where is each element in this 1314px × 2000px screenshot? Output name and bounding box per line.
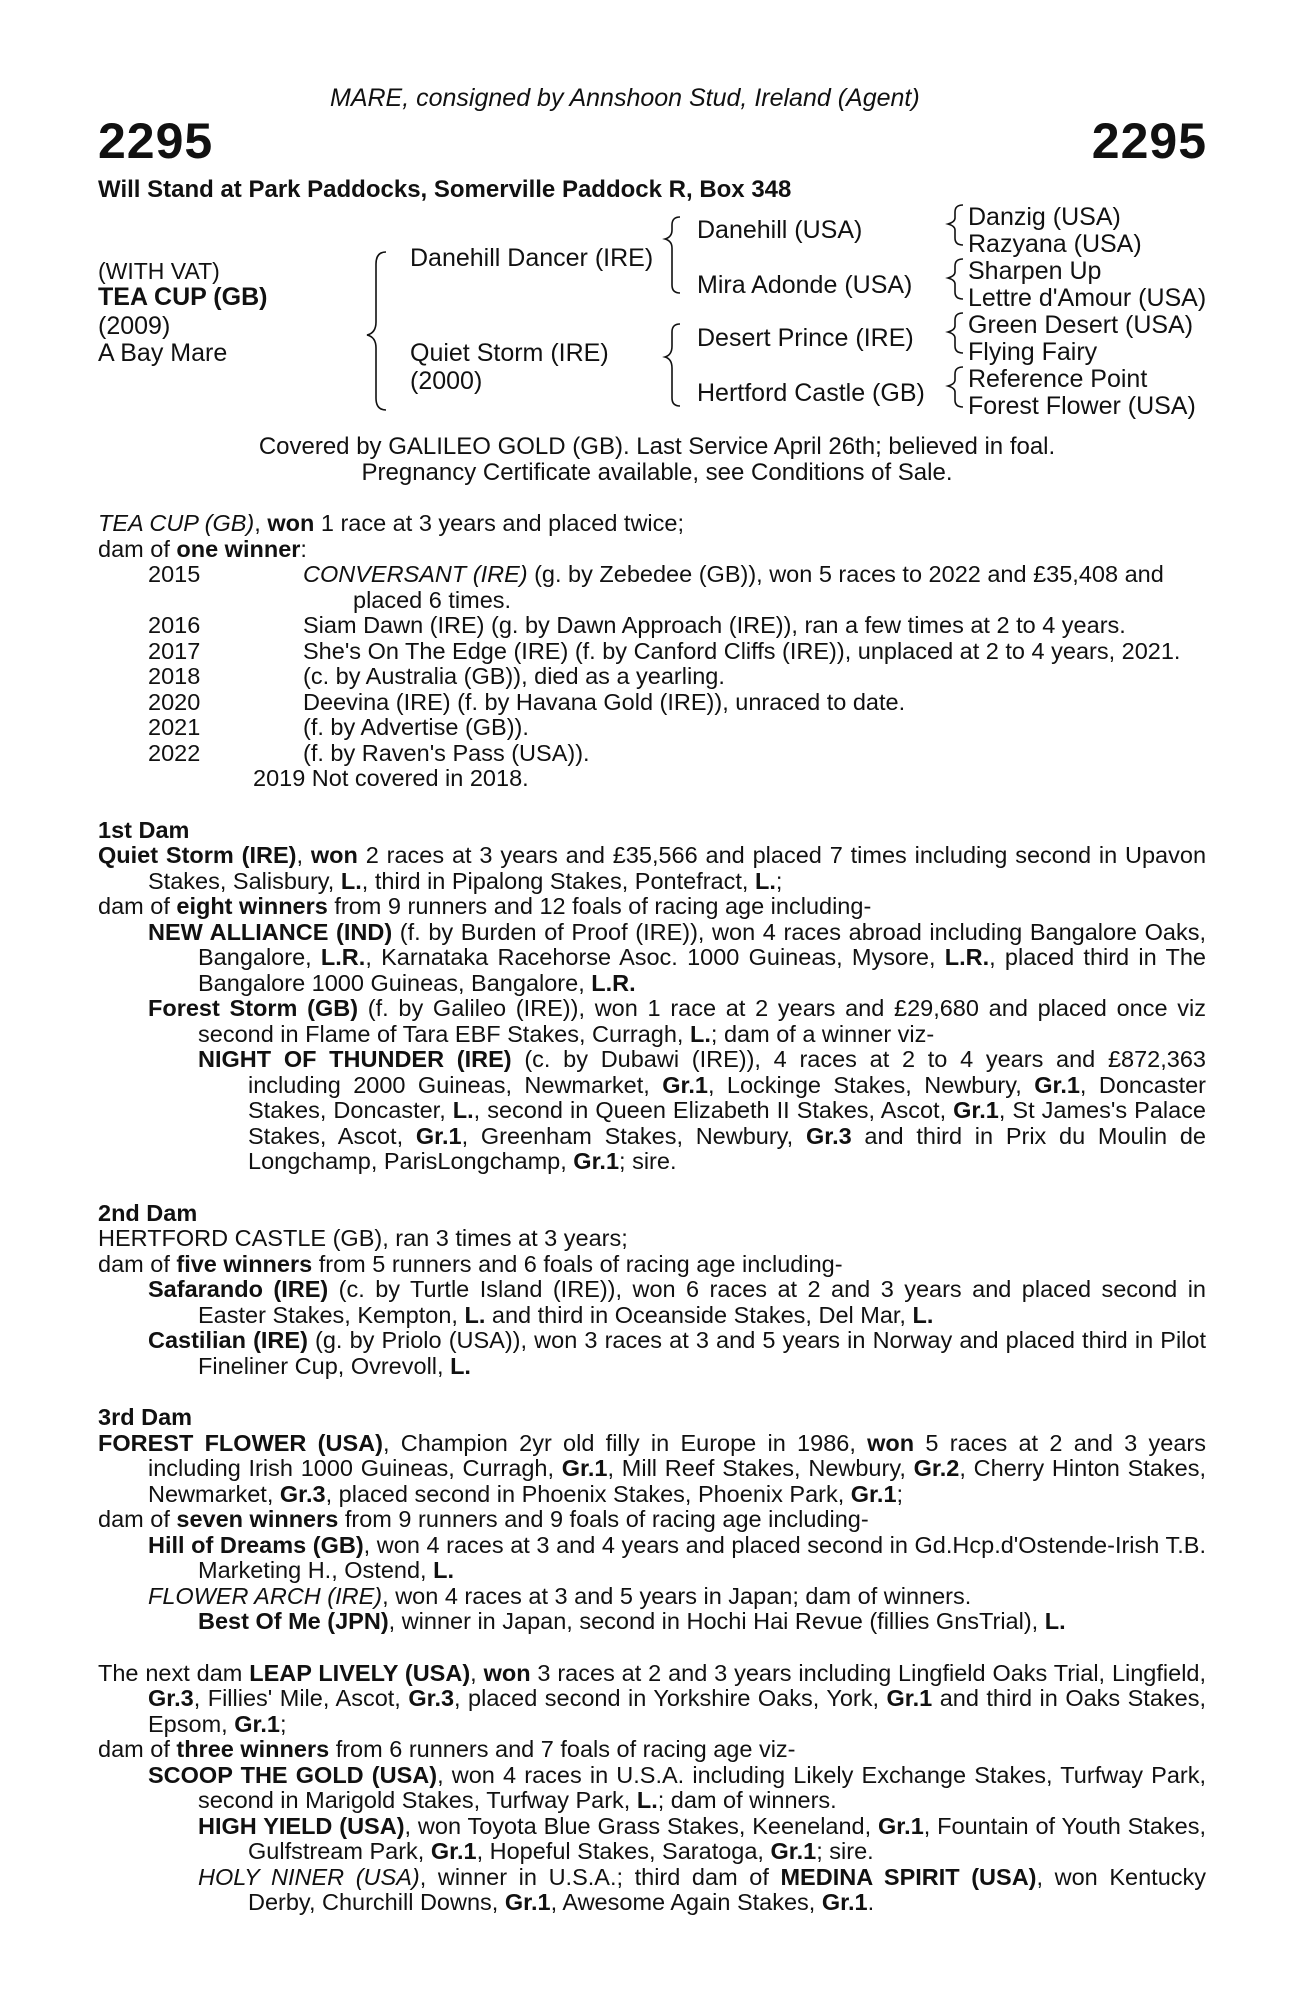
- consignment-line: MARE, consigned by Annshoon Stud, Ireland (Agent): [330, 84, 920, 112]
- pedigree-ssd: Razyana (USA): [968, 230, 1142, 258]
- pedigree-sds: Sharpen Up: [968, 257, 1102, 285]
- pedigree-dam-year: (2000): [410, 367, 483, 395]
- pedigree-dam-sire: Desert Prince (IRE): [697, 324, 914, 352]
- dam1-heading: 1st Dam: [98, 816, 190, 843]
- nextdam-dam-of: dam of three winners from 6 runners and 7 foals of racing age viz-: [98, 1736, 796, 1762]
- foal-row: 2015 CONVERSANT (IRE) (g. by Zebedee (GB)), won 5 races to 2022 and £35,408 and placed 6 times.: [148, 561, 1164, 613]
- catalogue-body: [98, 511, 1206, 1916]
- dam1-dam-of: dam of eight winners from 9 runners and 12 foals of racing age including-: [98, 893, 872, 919]
- vat-note: (WITH VAT): [98, 258, 220, 284]
- produce-intro: TEA CUP (GB), won 1 race at 3 years and placed twice;: [98, 510, 684, 536]
- stand-location: Will Stand at Park Paddocks, Somerville Paddock R, Box 348: [98, 176, 792, 203]
- horse-name: TEA CUP (GB): [98, 283, 268, 311]
- dam2-produce-1: Safarando (IRE) (c. by Turtle Island (IRE)), won 6 races at 2 and 3 years and placed second in Easter Stakes, Kempton, L. and third in Oceanside Stakes, Del Mar, L.: [148, 1276, 1206, 1328]
- dam3-record: FOREST FLOWER (USA), Champion 2yr old filly in Europe in 1986, won 5 races at 2 and 3 years including Irish 1000 Guineas, Curragh, Gr.1, Mill Reef Stakes, Newbury, Gr.2, Cherry Hinton Stakes, Newmarket, Gr.3, placed second in Phoenix Stakes, Phoenix Park, Gr.1;: [98, 1429, 1206, 1507]
- dam3-heading: 3rd Dam: [98, 1404, 193, 1430]
- not-covered-note: 2019 Not covered in 2018.: [253, 765, 529, 791]
- foal-row: 2020 Deevina (IRE) (f. by Havana Gold (IRE)), unraced to date.: [148, 688, 906, 715]
- dam2-dam-of: dam of five winners from 5 runners and 6 foals of racing age including-: [98, 1250, 843, 1277]
- dam3-dam-of: dam of seven winners from 9 runners and 9 foals of racing age including-: [98, 1506, 869, 1532]
- pedigree-sire-sire: Danehill (USA): [697, 216, 863, 244]
- dam3-produce-1: Hill of Dreams (GB), won 4 races at 3 and 4 years and placed second in Gd.Hcp.d'Ostende-Irish T.B. Marketing H., Ostend, L.: [148, 1531, 1206, 1583]
- covered-line: Covered by GALILEO GOLD (GB). Last Service April 26th; believed in foal.: [258, 433, 1056, 460]
- dam3-produce-2: FLOWER ARCH (IRE), won 4 races at 3 and 5 years in Japan; dam of winners.: [148, 1582, 972, 1609]
- produce-dam-of: dam of one winner:: [98, 535, 307, 562]
- nextdam-produce-1: SCOOP THE GOLD (USA), won 4 races in U.S.A. including Likely Exchange Stakes, Turfway Park, second in Marigold Stakes, Turfway Park, L.; dam of winners.: [148, 1761, 1206, 1813]
- lot-number-left: 2295: [98, 113, 214, 169]
- horse-year: (2009): [98, 312, 171, 340]
- pedigree-dsd: Flying Fairy: [968, 338, 1098, 366]
- foal-row: 2017 She's On The Edge (IRE) (f. by Canford Cliffs (IRE)), unplaced at 2 to 4 years, 2021.: [148, 637, 1181, 664]
- nextdam-record: The next dam LEAP LIVELY (USA), won 3 races at 2 and 3 years including Lingfield Oaks Trial, Lingfield, Gr.3, Fillies' Mile, Ascot, Gr.3, placed second in Yorkshire Oaks, York, Gr.1 and third in Oaks Stakes, Epsom, Gr.1;: [98, 1659, 1207, 1737]
- pedigree-dam-dam: Hertford Castle (GB): [697, 379, 925, 407]
- dam2-heading: 2nd Dam: [98, 1199, 198, 1226]
- pedigree-dds: Reference Point: [968, 365, 1148, 393]
- lot-number-right: 2295: [1091, 113, 1207, 169]
- foal-row: 2016 Siam Dawn (IRE) (g. by Dawn Approach (IRE)), ran a few times at 2 to 4 years.: [148, 612, 1126, 638]
- dam2-record: HERTFORD CASTLE (GB), ran 3 times at 3 years;: [98, 1225, 628, 1251]
- dam1-produce-3: NIGHT OF THUNDER (IRE) (c. by Dubawi (IRE)), 4 races at 2 to 4 years and £872,363 including 2000 Guineas, Newmarket, Gr.1, Lockinge Stakes, Newbury, Gr.1, Doncaster Stakes, Doncaster, L., second in Queen Elizabeth II Stakes, Ascot, Gr.1, St James's Palace Stakes, Ascot, Gr.1, Greenham Stakes, Newbury, Gr.3 and third in Prix du Moulin de Longchamp, ParisLongchamp, Gr.1; sire.: [198, 1046, 1206, 1174]
- dam1-record: Quiet Storm (IRE), won 2 races at 3 years and £35,566 and placed 7 times including second in Upavon Stakes, Salisbury, L., third in Pipalong Stakes, Pontefract, L.;: [98, 842, 1207, 894]
- pedigree-sire-dam: Mira Adonde (USA): [697, 271, 913, 299]
- dam2-produce-2: Castilian (IRE) (g. by Priolo (USA)), won 3 races at 3 and 5 years in Norway and placed third in Pilot Fineliner Cup, Ovrevoll, L.: [148, 1327, 1206, 1379]
- foal-row: 2022 (f. by Raven's Pass (USA)).: [148, 739, 590, 766]
- pedigree-sire: Danehill Dancer (IRE): [410, 244, 654, 272]
- pedigree-sdd: Lettre d'Amour (USA): [968, 284, 1207, 312]
- pedigree-dss: Green Desert (USA): [968, 311, 1194, 339]
- pedigree-ddd: Forest Flower (USA): [968, 392, 1196, 420]
- dam3-produce-3: Best Of Me (JPN), winner in Japan, second in Hochi Hai Revue (fillies GnsTrial), L.: [198, 1608, 1066, 1634]
- pedigree-sss: Danzig (USA): [968, 203, 1121, 231]
- dam1-produce-1: NEW ALLIANCE (IND) (f. by Burden of Proof (IRE)), won 4 races abroad including Bangalore Oaks, Bangalore, L.R., Karnataka Racehorse Asoc. 1000 Guineas, Mysore, L.R., placed third in The Bangalore 1000 Guineas, Bangalore, L.R.: [148, 918, 1206, 996]
- dam1-produce-2: Forest Storm (GB) (f. by Galileo (IRE)), won 1 race at 2 years and £29,680 and placed once viz second in Flame of Tara EBF Stakes, Curragh, L.; dam of a winner viz-: [148, 995, 1206, 1047]
- pedigree-dam: Quiet Storm (IRE): [410, 339, 609, 367]
- horse-description: A Bay Mare: [98, 339, 228, 367]
- foal-row: 2021 (f. by Advertise (GB)).: [148, 714, 529, 740]
- pregnancy-line: Pregnancy Certificate available, see Conditions of Sale.: [361, 459, 953, 486]
- nextdam-produce-3: HOLY NINER (USA), winner in U.S.A.; third dam of MEDINA SPIRIT (USA), won Kentucky Derby, Churchill Downs, Gr.1, Awesome Again Stakes, Gr.1.: [198, 1863, 1207, 1915]
- foal-row: 2018 (c. by Australia (GB)), died as a yearling.: [148, 663, 725, 689]
- nextdam-produce-2: HIGH YIELD (USA), won Toyota Blue Grass Stakes, Keeneland, Gr.1, Fountain of Youth Stakes, Gulfstream Park, Gr.1, Hopeful Stakes, Saratoga, Gr.1; sire.: [198, 1812, 1207, 1864]
